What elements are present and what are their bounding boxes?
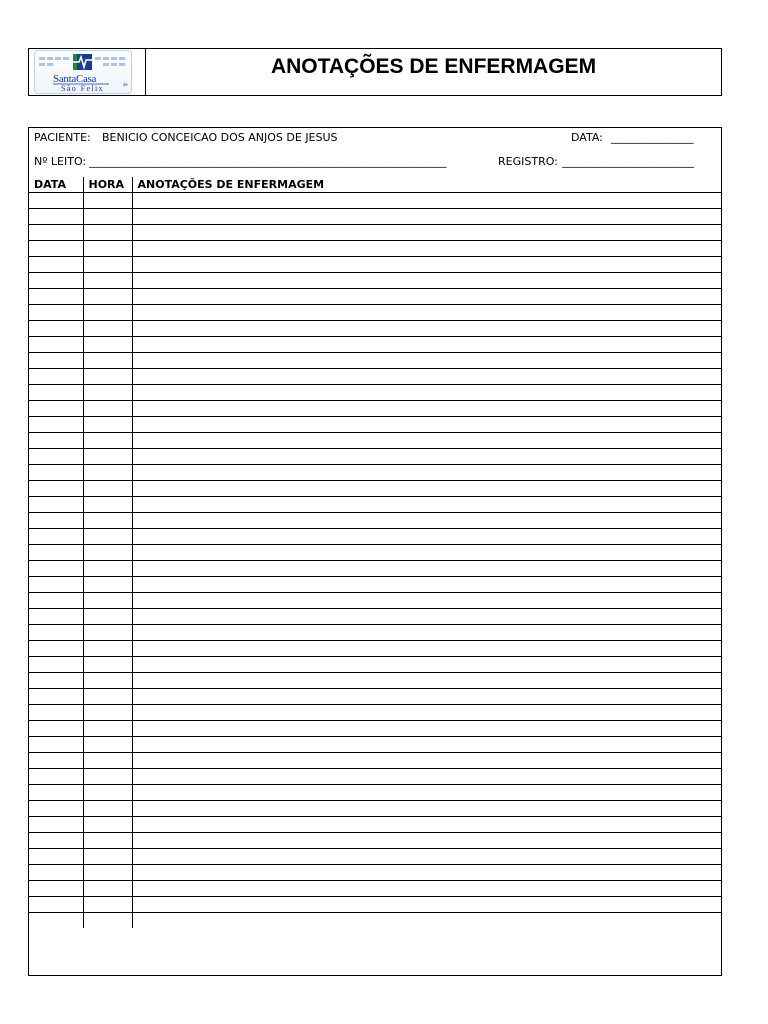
hora-cell[interactable] xyxy=(83,689,132,705)
anotacao-cell[interactable] xyxy=(132,801,721,817)
data-cell[interactable] xyxy=(29,193,83,209)
hora-cell[interactable] xyxy=(83,913,132,929)
hora-cell[interactable] xyxy=(83,497,132,513)
data-cell[interactable] xyxy=(29,913,83,929)
table-row xyxy=(29,609,721,625)
hora-cell[interactable] xyxy=(83,193,132,209)
data-cell[interactable] xyxy=(29,401,83,417)
table-row xyxy=(29,353,721,369)
hora-cell[interactable] xyxy=(83,433,132,449)
paciente-value: BENICIO CONCEICAO DOS ANJOS DE JESUS xyxy=(102,131,338,144)
anotacao-cell[interactable] xyxy=(132,673,721,689)
logo-name: SantaCasa xyxy=(53,73,97,85)
data-cell[interactable] xyxy=(29,481,83,497)
anotacao-cell[interactable] xyxy=(132,225,721,241)
table-row xyxy=(29,801,721,817)
table-header-row xyxy=(29,177,721,193)
data-cell[interactable] xyxy=(29,721,83,737)
hora-cell[interactable] xyxy=(83,593,132,609)
anotacao-cell[interactable] xyxy=(132,625,721,641)
table-row xyxy=(29,897,721,913)
paciente-label: PACIENTE: xyxy=(34,131,91,144)
table-row xyxy=(29,657,721,673)
anotacao-cell[interactable] xyxy=(132,257,721,273)
anotacao-cell[interactable] xyxy=(132,577,721,593)
data-cell[interactable] xyxy=(29,225,83,241)
table-row xyxy=(29,209,721,225)
data-cell[interactable] xyxy=(29,881,83,897)
hora-cell[interactable] xyxy=(83,369,132,385)
logo-cell xyxy=(29,49,146,95)
table-row xyxy=(29,513,721,529)
table-row xyxy=(29,705,721,721)
data-cell[interactable] xyxy=(29,385,83,401)
hora-cell[interactable] xyxy=(83,577,132,593)
table-row xyxy=(29,833,721,849)
hora-cell[interactable] xyxy=(83,481,132,497)
anotacao-cell[interactable] xyxy=(132,849,721,865)
anotacao-cell[interactable] xyxy=(132,273,721,289)
heartbeat-icon xyxy=(73,54,92,70)
page-title: ANOTAÇÕES DE ENFERMAGEM xyxy=(270,55,597,78)
table-row xyxy=(29,817,721,833)
table-row xyxy=(29,257,721,273)
hora-cell[interactable] xyxy=(83,417,132,433)
data-cell[interactable] xyxy=(29,801,83,817)
data-cell[interactable] xyxy=(29,209,83,225)
data-cell[interactable] xyxy=(29,625,83,641)
table-row xyxy=(29,321,721,337)
data-cell[interactable] xyxy=(29,353,83,369)
table-row xyxy=(29,529,721,545)
table-row xyxy=(29,305,721,321)
logo-subtitle: São Felix xyxy=(61,84,105,93)
hora-cell[interactable] xyxy=(83,625,132,641)
anotacao-cell[interactable] xyxy=(132,657,721,673)
santa-casa-logo xyxy=(34,50,132,94)
leito-field[interactable]: _________________________________________________________________ xyxy=(89,155,447,168)
hora-cell[interactable] xyxy=(83,305,132,321)
hora-cell[interactable] xyxy=(83,289,132,305)
hora-cell[interactable] xyxy=(83,657,132,673)
data-cell[interactable] xyxy=(29,609,83,625)
data-cell[interactable] xyxy=(29,769,83,785)
hora-cell[interactable] xyxy=(83,705,132,721)
anotacao-cell[interactable] xyxy=(132,209,721,225)
table-row xyxy=(29,273,721,289)
data-cell[interactable] xyxy=(29,865,83,881)
table-row xyxy=(29,721,721,737)
data-cell[interactable] xyxy=(29,641,83,657)
data-cell[interactable] xyxy=(29,689,83,705)
hora-cell[interactable] xyxy=(83,897,132,913)
anotacao-cell[interactable] xyxy=(132,321,721,337)
hora-cell[interactable] xyxy=(83,737,132,753)
anotacao-cell[interactable] xyxy=(132,721,721,737)
table-row xyxy=(29,337,721,353)
data-cell[interactable] xyxy=(29,737,83,753)
hora-cell[interactable] xyxy=(83,273,132,289)
table-row xyxy=(29,593,721,609)
anotacao-cell[interactable] xyxy=(132,641,721,657)
table-row xyxy=(29,465,721,481)
data-cell[interactable] xyxy=(29,529,83,545)
data-cell[interactable] xyxy=(29,257,83,273)
anotacao-cell[interactable] xyxy=(132,193,721,209)
data-cell[interactable] xyxy=(29,753,83,769)
data-cell[interactable] xyxy=(29,849,83,865)
data-cell[interactable] xyxy=(29,593,83,609)
nursing-notes-form xyxy=(28,127,722,976)
registro-label: REGISTRO: xyxy=(498,155,558,168)
hora-cell[interactable] xyxy=(83,209,132,225)
anotacao-cell[interactable] xyxy=(132,305,721,321)
table-row xyxy=(29,545,721,561)
column-header-data: DATA xyxy=(29,177,83,193)
data-cell[interactable] xyxy=(29,337,83,353)
table-row xyxy=(29,785,721,801)
anotacao-cell[interactable] xyxy=(132,385,721,401)
registro-field[interactable]: ________________________ xyxy=(562,155,694,168)
anotacao-cell[interactable] xyxy=(132,833,721,849)
data-cell[interactable] xyxy=(29,417,83,433)
hora-cell[interactable] xyxy=(83,385,132,401)
data-cell[interactable] xyxy=(29,657,83,673)
table-row xyxy=(29,369,721,385)
anotacao-cell[interactable] xyxy=(132,609,721,625)
hora-cell[interactable] xyxy=(83,865,132,881)
data-cell[interactable] xyxy=(29,673,83,689)
table-row xyxy=(29,753,721,769)
hora-cell[interactable] xyxy=(83,449,132,465)
hora-cell[interactable] xyxy=(83,337,132,353)
hora-cell[interactable] xyxy=(83,801,132,817)
table-row xyxy=(29,449,721,465)
hora-cell[interactable] xyxy=(83,353,132,369)
leito-line xyxy=(29,152,721,176)
table-row xyxy=(29,641,721,657)
anotacao-cell[interactable] xyxy=(132,817,721,833)
hora-cell[interactable] xyxy=(83,225,132,241)
data-cell[interactable] xyxy=(29,545,83,561)
hora-cell[interactable] xyxy=(83,545,132,561)
table-row xyxy=(29,401,721,417)
data-cell[interactable] xyxy=(29,897,83,913)
anotacao-cell[interactable] xyxy=(132,689,721,705)
anotacao-cell[interactable] xyxy=(132,289,721,305)
table-row xyxy=(29,865,721,881)
notes-table-body xyxy=(29,193,721,929)
notes-table xyxy=(29,177,721,928)
table-row xyxy=(29,193,721,209)
anotacao-cell[interactable] xyxy=(132,401,721,417)
column-header-hora: HORA xyxy=(83,177,132,193)
anotacao-cell[interactable] xyxy=(132,481,721,497)
anotacao-cell[interactable] xyxy=(132,497,721,513)
table-row xyxy=(29,737,721,753)
hora-cell[interactable] xyxy=(83,721,132,737)
data-cell[interactable] xyxy=(29,305,83,321)
data-cell[interactable] xyxy=(29,369,83,385)
table-row xyxy=(29,913,721,929)
table-row xyxy=(29,289,721,305)
hora-cell[interactable] xyxy=(83,529,132,545)
data-cell[interactable] xyxy=(29,705,83,721)
anotacao-cell[interactable] xyxy=(132,449,721,465)
data-cell[interactable] xyxy=(29,577,83,593)
anotacao-cell[interactable] xyxy=(132,865,721,881)
table-row xyxy=(29,689,721,705)
table-row xyxy=(29,769,721,785)
hora-cell[interactable] xyxy=(83,321,132,337)
hora-cell[interactable] xyxy=(83,257,132,273)
leito-label: Nº LEITO: xyxy=(34,155,87,168)
anotacao-cell[interactable] xyxy=(132,337,721,353)
hora-cell[interactable] xyxy=(83,241,132,257)
anotacao-cell[interactable] xyxy=(132,465,721,481)
table-row xyxy=(29,561,721,577)
data-cell[interactable] xyxy=(29,833,83,849)
data-cell[interactable] xyxy=(29,433,83,449)
anotacao-cell[interactable] xyxy=(132,545,721,561)
table-row xyxy=(29,417,721,433)
anotacao-cell[interactable] xyxy=(132,769,721,785)
hora-cell[interactable] xyxy=(83,513,132,529)
anotacao-cell[interactable] xyxy=(132,705,721,721)
hora-cell[interactable] xyxy=(83,561,132,577)
table-row xyxy=(29,577,721,593)
table-row xyxy=(29,849,721,865)
hora-cell[interactable] xyxy=(83,753,132,769)
anotacao-cell[interactable] xyxy=(132,881,721,897)
data-cell[interactable] xyxy=(29,465,83,481)
data-cell[interactable] xyxy=(29,289,83,305)
data-label: DATA: xyxy=(571,131,603,144)
anotacao-cell[interactable] xyxy=(132,513,721,529)
table-row xyxy=(29,497,721,513)
anotacao-cell[interactable] xyxy=(132,913,721,929)
notes-table-wrap xyxy=(29,177,721,975)
hora-cell[interactable] xyxy=(83,465,132,481)
table-row xyxy=(29,225,721,241)
table-row xyxy=(29,625,721,641)
data-field[interactable]: _______________ xyxy=(611,131,694,144)
data-cell[interactable] xyxy=(29,561,83,577)
anotacao-cell[interactable] xyxy=(132,353,721,369)
data-cell[interactable] xyxy=(29,497,83,513)
table-row xyxy=(29,433,721,449)
anotacao-cell[interactable] xyxy=(132,561,721,577)
table-row xyxy=(29,385,721,401)
patient-line xyxy=(29,128,721,152)
hora-cell[interactable] xyxy=(83,609,132,625)
anotacao-cell[interactable] xyxy=(132,785,721,801)
hora-cell[interactable] xyxy=(83,641,132,657)
table-row xyxy=(29,881,721,897)
data-cell[interactable] xyxy=(29,513,83,529)
data-cell[interactable] xyxy=(29,241,83,257)
data-cell[interactable] xyxy=(29,273,83,289)
anotacao-cell[interactable] xyxy=(132,369,721,385)
anotacao-cell[interactable] xyxy=(132,529,721,545)
data-cell[interactable] xyxy=(29,785,83,801)
hora-cell[interactable] xyxy=(83,817,132,833)
anotacao-cell[interactable] xyxy=(132,241,721,257)
table-row xyxy=(29,673,721,689)
table-row xyxy=(29,241,721,257)
hora-cell[interactable] xyxy=(83,769,132,785)
anotacao-cell[interactable] xyxy=(132,433,721,449)
hora-cell[interactable] xyxy=(83,833,132,849)
column-header-anotacoes: ANOTAÇÕES DE ENFERMAGEM xyxy=(132,177,721,193)
data-cell[interactable] xyxy=(29,817,83,833)
hora-cell[interactable] xyxy=(83,849,132,865)
data-cell[interactable] xyxy=(29,449,83,465)
anotacao-cell[interactable] xyxy=(132,417,721,433)
logo-small-text: de xyxy=(123,83,128,88)
anotacao-cell[interactable] xyxy=(132,753,721,769)
hora-cell[interactable] xyxy=(83,785,132,801)
anotacao-cell[interactable] xyxy=(132,897,721,913)
anotacao-cell[interactable] xyxy=(132,737,721,753)
header-box xyxy=(28,48,722,96)
table-row xyxy=(29,481,721,497)
hora-cell[interactable] xyxy=(83,401,132,417)
hora-cell[interactable] xyxy=(83,881,132,897)
hora-cell[interactable] xyxy=(83,673,132,689)
data-cell[interactable] xyxy=(29,321,83,337)
anotacao-cell[interactable] xyxy=(132,593,721,609)
